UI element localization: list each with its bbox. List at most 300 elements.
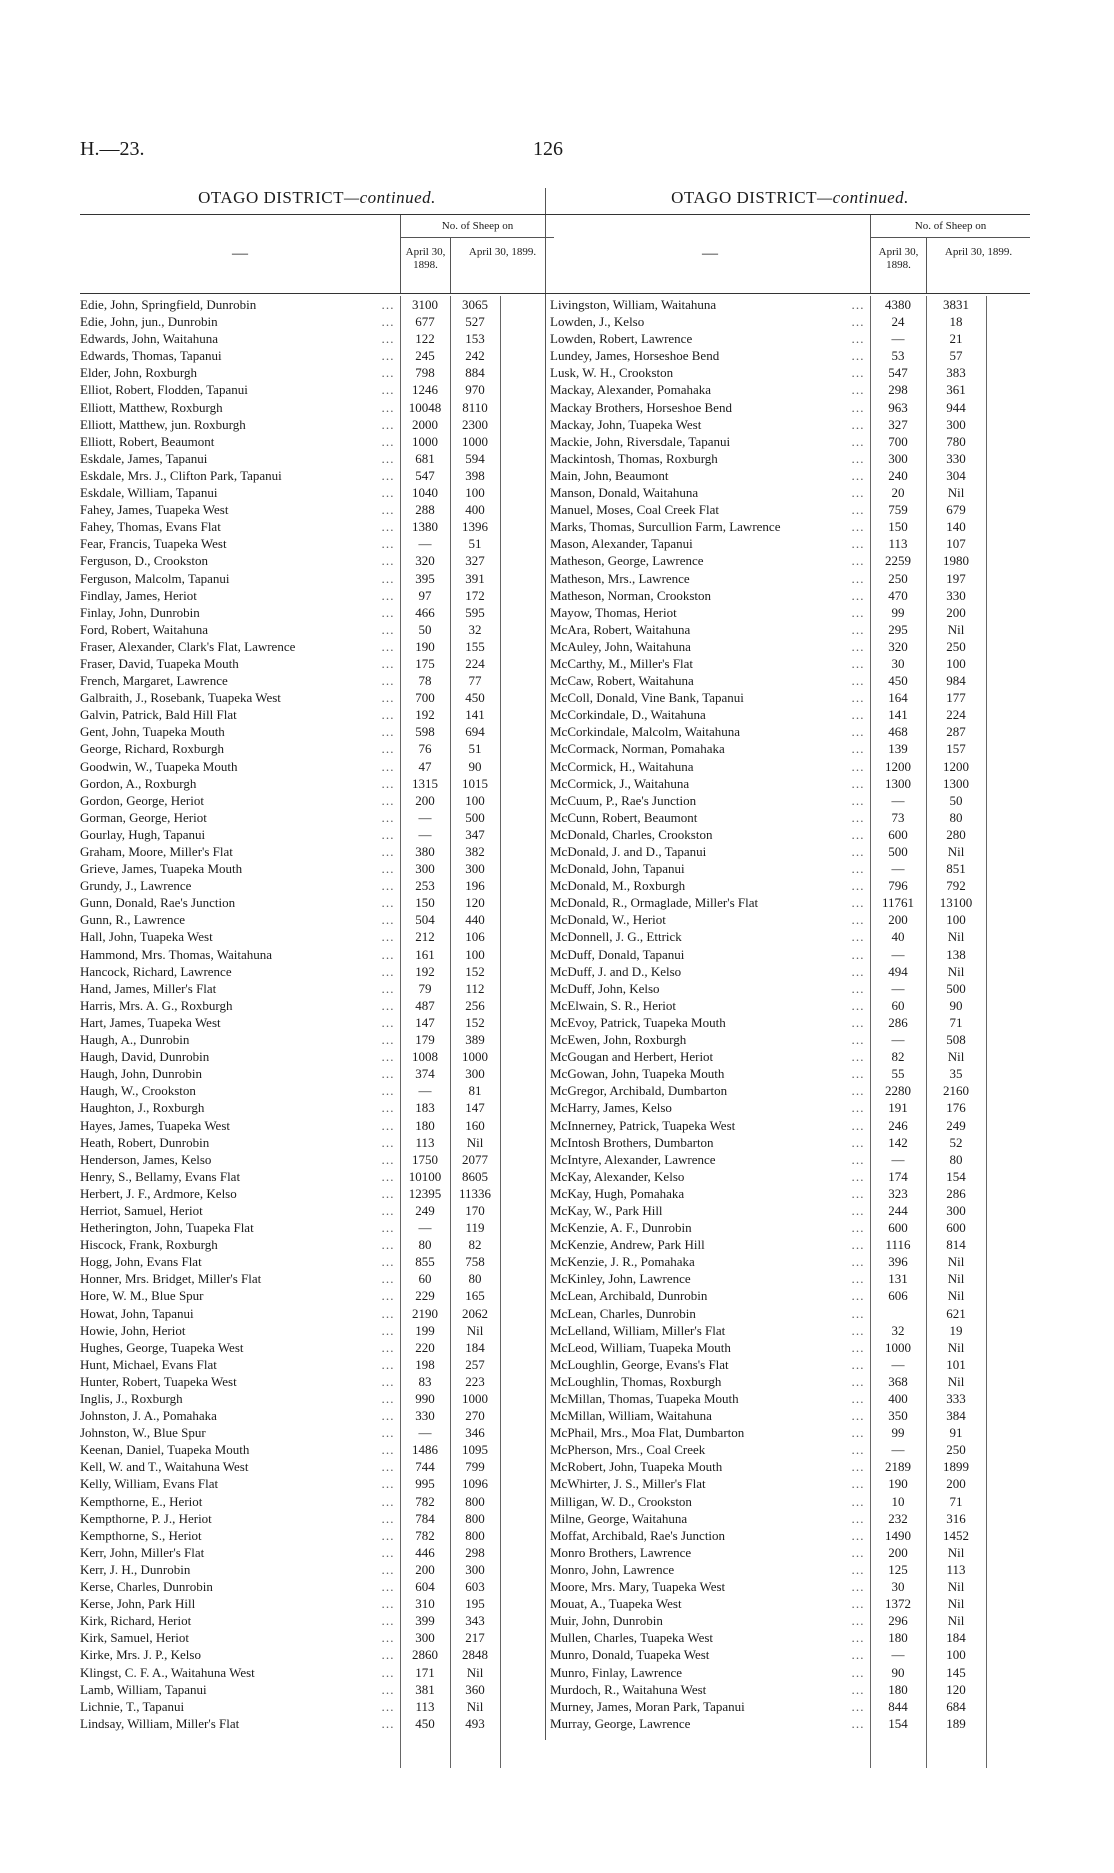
sheep-1899: 157 xyxy=(946,741,966,757)
table-row xyxy=(80,928,554,945)
owner-name: Hall, John, Tuapeka West … xyxy=(80,928,398,945)
sheep-1899: Nil xyxy=(466,1134,484,1150)
sheep-1899: 300 xyxy=(946,416,966,432)
owner-name: Kempthorne, P. J., Heriot … xyxy=(80,1510,398,1527)
sheep-1899: 327 xyxy=(465,553,485,569)
sheep-1899: 300 xyxy=(946,1202,966,1218)
table-row xyxy=(80,1407,554,1424)
table-row xyxy=(550,296,1030,313)
sheep-1899: 1000 xyxy=(462,1391,488,1406)
sheep-1898: 180 xyxy=(415,1117,435,1133)
table-row xyxy=(80,1527,554,1544)
sheep-1898: 1490 xyxy=(885,1527,911,1543)
sheep-1899: 106 xyxy=(465,929,485,945)
table-row xyxy=(80,1322,554,1339)
sheep-1898: 80 xyxy=(418,1237,432,1253)
sheep-1899: Nil xyxy=(947,1596,965,1612)
sheep-1899: 196 xyxy=(465,878,485,894)
owner-name: Kerse, Charles, Dunrobin … xyxy=(80,1578,398,1595)
owner-name: Johnston, W., Blue Spur … xyxy=(80,1424,398,1441)
table-row xyxy=(80,689,554,706)
sheep-1898: 320 xyxy=(888,638,908,654)
sheep-1899: 799 xyxy=(465,1459,485,1475)
owner-name: Inglis, J., Roxburgh … xyxy=(80,1390,398,1407)
table-row xyxy=(550,1441,1030,1458)
table-row xyxy=(550,364,1030,381)
owner-name: Hetherington, John, Tuapeka Flat … xyxy=(80,1219,398,1236)
sheep-1899: 1396 xyxy=(462,519,488,535)
owner-name: Galvin, Patrick, Bald Hill Flat … xyxy=(80,706,398,723)
table-row xyxy=(550,1595,1030,1612)
sheep-1899: Nil xyxy=(466,1698,484,1714)
table-row xyxy=(80,638,554,655)
sheep-1899: 91 xyxy=(949,1425,963,1441)
table-row xyxy=(80,535,554,552)
owner-name: McCormick, H., Waitahuna … xyxy=(550,758,868,775)
sheep-1899: 147 xyxy=(465,1100,485,1116)
sheep-1899: 82 xyxy=(468,1237,482,1253)
owner-name: McDonald, R., Ormaglade, Miller's Flat … xyxy=(550,894,868,911)
sheep-1898: 60 xyxy=(891,997,905,1013)
table-row xyxy=(550,1253,1030,1270)
sheep-1899: 384 xyxy=(946,1408,966,1424)
owner-name: Livingston, William, Waitahuna … xyxy=(550,296,868,313)
table-row xyxy=(80,1664,554,1681)
table-row xyxy=(80,672,554,689)
sheep-1899: 256 xyxy=(465,997,485,1013)
owner-name: Gorman, George, Heriot … xyxy=(80,809,398,826)
sheep-1899: 184 xyxy=(946,1630,966,1646)
sheep-1898: 24 xyxy=(891,314,905,330)
owner-name: Elliott, Robert, Beaumont … xyxy=(80,433,398,450)
sheep-1899: 140 xyxy=(946,519,966,535)
table-row xyxy=(550,1664,1030,1681)
owner-name: Edie, John, Springfield, Dunrobin … xyxy=(80,296,398,313)
table-body xyxy=(550,296,1030,1732)
sheep-1898: — xyxy=(891,861,905,877)
owner-name: McPhail, Mrs., Moa Flat, Dumbarton … xyxy=(550,1424,868,1441)
table-row xyxy=(550,501,1030,518)
table-row xyxy=(80,621,554,638)
table-row xyxy=(550,1168,1030,1185)
sheep-1899: Nil xyxy=(466,1322,484,1338)
sheep-1899: Nil xyxy=(947,1049,965,1065)
table-row xyxy=(550,552,1030,569)
table-row xyxy=(80,552,554,569)
sheep-1899: 884 xyxy=(465,365,485,381)
table-row xyxy=(80,655,554,672)
sheep-1898: 139 xyxy=(888,741,908,757)
owner-name: Haugh, W., Crookston … xyxy=(80,1082,398,1099)
sheep-1899: 679 xyxy=(946,502,966,518)
sheep-1898: 4380 xyxy=(885,297,911,312)
table-row xyxy=(550,1715,1030,1732)
sheep-1898: 2190 xyxy=(412,1305,438,1321)
owner-name: Lichnie, T., Tapanui … xyxy=(80,1698,398,1715)
sheep-1898: 97 xyxy=(418,587,432,603)
table-row xyxy=(80,501,554,518)
sheep-1898: 113 xyxy=(888,536,908,552)
table-row xyxy=(80,1031,554,1048)
sheep-1898: 180 xyxy=(888,1630,908,1646)
owner-name: McGowan, John, Tuapeka Mouth … xyxy=(550,1065,868,1082)
sheep-1898: 164 xyxy=(888,690,908,706)
owner-name: Edie, John, jun., Dunrobin … xyxy=(80,313,398,330)
sheep-1898: 40 xyxy=(891,929,905,945)
table-row xyxy=(80,1544,554,1561)
sheep-1899: 145 xyxy=(946,1664,966,1680)
sheep-1898: 147 xyxy=(415,1014,435,1030)
table-row xyxy=(550,518,1030,535)
sheep-1899: 154 xyxy=(946,1168,966,1184)
sheep-1898: 99 xyxy=(891,1425,905,1441)
sheep-1898: 600 xyxy=(888,826,908,842)
owner-name: McDonald, J. and D., Tapanui … xyxy=(550,843,868,860)
table-row xyxy=(550,467,1030,484)
sheep-1899: 249 xyxy=(946,1117,966,1133)
sheep-1899: 508 xyxy=(946,1032,966,1048)
owner-name: McWhirter, J. S., Miller's Flat … xyxy=(550,1475,868,1492)
sheep-1899: 100 xyxy=(465,946,485,962)
sheep-1898: 796 xyxy=(888,878,908,894)
table-row xyxy=(80,1065,554,1082)
table-row xyxy=(80,1373,554,1390)
owner-name: Mason, Alexander, Tapanui … xyxy=(550,535,868,552)
table-row xyxy=(80,1082,554,1099)
sheep-1899: 851 xyxy=(946,861,966,877)
sheep-1899: 155 xyxy=(465,638,485,654)
sheep-1899: 100 xyxy=(946,655,966,671)
sheep-1898: 677 xyxy=(415,314,435,330)
sheep-1898: 99 xyxy=(891,604,905,620)
owner-name: Hogg, John, Evans Flat … xyxy=(80,1253,398,1270)
owner-name: Fear, Francis, Tuapeka West … xyxy=(80,535,398,552)
table-row xyxy=(550,1082,1030,1099)
sheep-1899: 153 xyxy=(465,331,485,347)
sheep-1899: 257 xyxy=(465,1356,485,1372)
table-row xyxy=(550,535,1030,552)
table-row xyxy=(550,1099,1030,1116)
owner-name: Howie, John, Heriot … xyxy=(80,1322,398,1339)
table-row xyxy=(80,1629,554,1646)
sheep-1899: 316 xyxy=(946,1510,966,1526)
sheep-1899: 71 xyxy=(949,1014,963,1030)
owner-name: Gourlay, Hugh, Tapanui … xyxy=(80,826,398,843)
owner-name: McCunn, Robert, Beaumont … xyxy=(550,809,868,826)
table-row xyxy=(550,894,1030,911)
sheep-1899: Nil xyxy=(947,963,965,979)
table-row xyxy=(550,1356,1030,1373)
sheep-1899: 300 xyxy=(465,861,485,877)
table-row xyxy=(550,1236,1030,1253)
owner-name: Henderson, James, Kelso … xyxy=(80,1151,398,1168)
sheep-1899: 217 xyxy=(465,1630,485,1646)
table-row xyxy=(80,1561,554,1578)
owner-name: Gent, John, Tuapeka Mouth … xyxy=(80,723,398,740)
sheep-1899: 1980 xyxy=(943,553,969,569)
table-row xyxy=(80,1681,554,1698)
sheep-1898: 10048 xyxy=(408,399,442,415)
sheep-1899: 13100 xyxy=(939,895,973,911)
sheep-1899: Nil xyxy=(947,1288,965,1304)
table-row xyxy=(80,911,554,928)
table-row xyxy=(550,1681,1030,1698)
owner-name: McKay, Hugh, Pomahaka … xyxy=(550,1185,868,1202)
table-row xyxy=(80,330,554,347)
table-row xyxy=(80,860,554,877)
owner-name: McLoughlin, Thomas, Roxburgh … xyxy=(550,1373,868,1390)
owner-name: Kerr, J. H., Dunrobin … xyxy=(80,1561,398,1578)
sheep-1898: 150 xyxy=(415,895,435,911)
owner-name: McDonald, W., Heriot … xyxy=(550,911,868,928)
sheep-1899: 1015 xyxy=(462,775,488,791)
owner-name: Mackay, John, Tuapeka West … xyxy=(550,416,868,433)
table-row xyxy=(80,997,554,1014)
table-row xyxy=(550,416,1030,433)
sheep-1898: — xyxy=(891,1151,905,1167)
table-row xyxy=(80,1287,554,1304)
sheep-1899: 71 xyxy=(949,1493,963,1509)
owner-name: Murray, George, Lawrence … xyxy=(550,1715,868,1732)
sheep-1898: 782 xyxy=(415,1527,435,1543)
table-row xyxy=(550,1202,1030,1219)
owner-name: Hiscock, Frank, Roxburgh … xyxy=(80,1236,398,1253)
owner-name: Edwards, Thomas, Tapanui … xyxy=(80,347,398,364)
sheep-1899: 1000 xyxy=(462,433,488,449)
table-row xyxy=(80,1219,554,1236)
table-row xyxy=(80,877,554,894)
sheep-1899: 800 xyxy=(465,1493,485,1509)
sheep-1899: 152 xyxy=(465,1014,485,1030)
sheep-1898: 798 xyxy=(415,365,435,381)
owner-name: McKenzie, Andrew, Park Hill … xyxy=(550,1236,868,1253)
owner-name: McCormack, Norman, Pomahaka … xyxy=(550,740,868,757)
sheep-1898: 1200 xyxy=(885,758,911,774)
owner-name: Monro, John, Lawrence … xyxy=(550,1561,868,1578)
sheep-1899: 189 xyxy=(946,1715,966,1731)
table-row xyxy=(80,467,554,484)
sheep-1899: 120 xyxy=(465,895,485,911)
table-row xyxy=(550,655,1030,672)
owner-name: Munro, Donald, Tuapeka West … xyxy=(550,1646,868,1663)
table-row xyxy=(80,843,554,860)
sheep-1898: — xyxy=(891,1356,905,1372)
owner-name: McColl, Donald, Vine Bank, Tapanui … xyxy=(550,689,868,706)
owner-name: Goodwin, W., Tuapeka Mouth … xyxy=(80,758,398,775)
sheep-1899: 152 xyxy=(465,963,485,979)
table-row xyxy=(550,1219,1030,1236)
sheep-1898: — xyxy=(891,1647,905,1663)
owner-name: McCarthy, M., Miller's Flat … xyxy=(550,655,868,672)
sheep-1898: 20 xyxy=(891,485,905,501)
table-row xyxy=(550,689,1030,706)
table-row xyxy=(550,347,1030,364)
owner-name: McAra, Robert, Waitahuna … xyxy=(550,621,868,638)
owner-name: Graham, Moore, Miller's Flat … xyxy=(80,843,398,860)
sheep-1898: 76 xyxy=(418,741,432,757)
table-row xyxy=(550,1339,1030,1356)
sheep-1898: 782 xyxy=(415,1493,435,1509)
owner-name: McIntosh Brothers, Dumbarton … xyxy=(550,1134,868,1151)
table-row xyxy=(550,1612,1030,1629)
sheep-1898: 288 xyxy=(415,502,435,518)
sheep-1899: 280 xyxy=(946,826,966,842)
sheep-1898: 400 xyxy=(888,1391,908,1406)
sheep-1899: 1095 xyxy=(462,1442,488,1458)
owner-name: Lowden, J., Kelso … xyxy=(550,313,868,330)
table-row xyxy=(80,1578,554,1595)
sheep-1898: 232 xyxy=(888,1510,908,1526)
sheep-1899: 694 xyxy=(465,724,485,740)
sheep-1898: — xyxy=(418,1083,432,1099)
table-row xyxy=(550,1287,1030,1304)
sheep-1899: 51 xyxy=(468,536,482,552)
owner-name: McEvoy, Patrick, Tuapeka Mouth … xyxy=(550,1014,868,1031)
sheep-1898: 700 xyxy=(415,690,435,706)
owner-name: French, Margaret, Lawrence … xyxy=(80,672,398,689)
sheep-1899: 90 xyxy=(949,997,963,1013)
table-row xyxy=(80,1117,554,1134)
owner-name: McAuley, John, Waitahuna … xyxy=(550,638,868,655)
table-row xyxy=(80,604,554,621)
sheep-1899: 814 xyxy=(946,1237,966,1253)
owner-name: McCorkindale, D., Waitahuna … xyxy=(550,706,868,723)
owner-name: McCaw, Robert, Waitahuna … xyxy=(550,672,868,689)
sheep-1898: 547 xyxy=(415,467,435,483)
owner-name: McLoughlin, George, Evans's Flat … xyxy=(550,1356,868,1373)
owner-name: Finlay, John, Dunrobin … xyxy=(80,604,398,621)
table-row xyxy=(80,364,554,381)
table-row xyxy=(550,1475,1030,1492)
sheep-1898: 122 xyxy=(415,331,435,347)
owner-name: McMillan, Thomas, Tuapeka Mouth … xyxy=(550,1390,868,1407)
table-row xyxy=(550,1698,1030,1715)
sheep-1899: 603 xyxy=(465,1579,485,1595)
sheep-1898: 30 xyxy=(891,1579,905,1595)
table-row xyxy=(80,1612,554,1629)
sheep-1899: Nil xyxy=(947,1271,965,1287)
table-row xyxy=(80,758,554,775)
table-row xyxy=(550,1407,1030,1424)
sheep-1899: 165 xyxy=(465,1288,485,1304)
owner-name: Elliott, Matthew, Roxburgh … xyxy=(80,399,398,416)
sheep-1899: 8605 xyxy=(462,1168,488,1184)
owner-name: Mackintosh, Thomas, Roxburgh … xyxy=(550,450,868,467)
table-row xyxy=(550,928,1030,945)
table-row xyxy=(80,1390,554,1407)
sheep-1899: 780 xyxy=(946,433,966,449)
owner-name: Murdoch, R., Waitahuna West … xyxy=(550,1681,868,1698)
sheep-1898: 125 xyxy=(888,1561,908,1577)
owner-name: Kerse, John, Park Hill … xyxy=(80,1595,398,1612)
owner-name: Lamb, William, Tapanui … xyxy=(80,1681,398,1698)
sheep-1898: 244 xyxy=(888,1202,908,1218)
sheep-1898: 1040 xyxy=(412,485,438,501)
owner-name: Manson, Donald, Waitahuna … xyxy=(550,484,868,501)
sheep-1899: 224 xyxy=(465,655,485,671)
table-row xyxy=(80,1099,554,1116)
sheep-1899: 100 xyxy=(465,792,485,808)
sheep-1899: 3065 xyxy=(462,297,488,312)
sheep-1899: 120 xyxy=(946,1681,966,1697)
table-row xyxy=(80,587,554,604)
table-row xyxy=(550,826,1030,843)
table-row xyxy=(80,1185,554,1202)
owner-name: Hughes, George, Tuapeka West … xyxy=(80,1339,398,1356)
sheep-1899: 346 xyxy=(465,1425,485,1441)
owner-name: McCormick, J., Waitahuna … xyxy=(550,775,868,792)
sheep-1898: 468 xyxy=(888,724,908,740)
sheep-1898: 190 xyxy=(415,638,435,654)
owner-name: Ferguson, D., Crookston … xyxy=(80,552,398,569)
sheep-1899: Nil xyxy=(947,1373,965,1389)
sheep-1898: 380 xyxy=(415,844,435,859)
sheep-1899: 3831 xyxy=(943,297,969,312)
sheep-1899: 595 xyxy=(465,604,485,620)
table-row xyxy=(550,1390,1030,1407)
owner-name: Manuel, Moses, Coal Creek Flat … xyxy=(550,501,868,518)
table-row xyxy=(80,1168,554,1185)
group-header: No. of Sheep on xyxy=(400,215,554,238)
owner-name: Hore, W. M., Blue Spur … xyxy=(80,1287,398,1304)
owner-name: Mayow, Thomas, Heriot … xyxy=(550,604,868,621)
owner-name: McDuff, John, Kelso … xyxy=(550,980,868,997)
table-row xyxy=(550,946,1030,963)
sheep-1898: 1000 xyxy=(885,1339,911,1355)
sheep-1898: 1315 xyxy=(412,775,438,791)
table-row xyxy=(550,1322,1030,1339)
owner-name: McGregor, Archibald, Dumbarton … xyxy=(550,1082,868,1099)
table-row xyxy=(80,1493,554,1510)
owner-name: Matheson, George, Lawrence … xyxy=(550,552,868,569)
sheep-1898: 191 xyxy=(888,1100,908,1116)
table-row xyxy=(80,1510,554,1527)
sheep-1898: 131 xyxy=(888,1271,908,1287)
sheep-1899: 172 xyxy=(465,587,485,603)
table-row xyxy=(550,604,1030,621)
owner-name: Elliot, Robert, Flodden, Tapanui … xyxy=(80,381,398,398)
col-1898-header: April 30, 1898. xyxy=(870,237,926,293)
owner-name: Gunn, Donald, Rae's Junction … xyxy=(80,894,398,911)
table-row xyxy=(80,1698,554,1715)
sheep-1899: 81 xyxy=(468,1083,482,1099)
sheep-1898: 1008 xyxy=(412,1049,438,1065)
section-title: OTAGO DISTRICT—continued. xyxy=(198,188,436,207)
sheep-1899: 100 xyxy=(465,485,485,501)
sheep-1899: 2077 xyxy=(462,1151,488,1167)
owner-name: Main, John, Beaumont … xyxy=(550,467,868,484)
owner-name: Kirk, Samuel, Heriot … xyxy=(80,1629,398,1646)
table-row xyxy=(80,792,554,809)
owner-name: Keenan, Daniel, Tuapeka Mouth … xyxy=(80,1441,398,1458)
sheep-1899: 57 xyxy=(949,348,963,364)
sheep-1898: 395 xyxy=(415,570,435,586)
owner-name: Grundy, J., Lawrence … xyxy=(80,877,398,894)
owner-name: Findlay, James, Heriot … xyxy=(80,587,398,604)
owner-name: Kirke, Mrs. J. P., Kelso … xyxy=(80,1646,398,1663)
owner-name: McKenzie, A. F., Dunrobin … xyxy=(550,1219,868,1236)
sheep-1898: 2280 xyxy=(885,1083,911,1099)
sheep-1899: 1200 xyxy=(943,758,969,774)
table-row xyxy=(550,1048,1030,1065)
owner-name: Lundey, James, Horseshoe Bend … xyxy=(550,347,868,364)
sheep-1898: 245 xyxy=(415,348,435,364)
sheep-1898: 990 xyxy=(415,1391,435,1406)
sheep-1899: Nil xyxy=(947,485,965,501)
sheep-1899: 594 xyxy=(465,450,485,466)
sheep-1898: 1486 xyxy=(412,1442,438,1458)
owner-name: Monro Brothers, Lawrence … xyxy=(550,1544,868,1561)
